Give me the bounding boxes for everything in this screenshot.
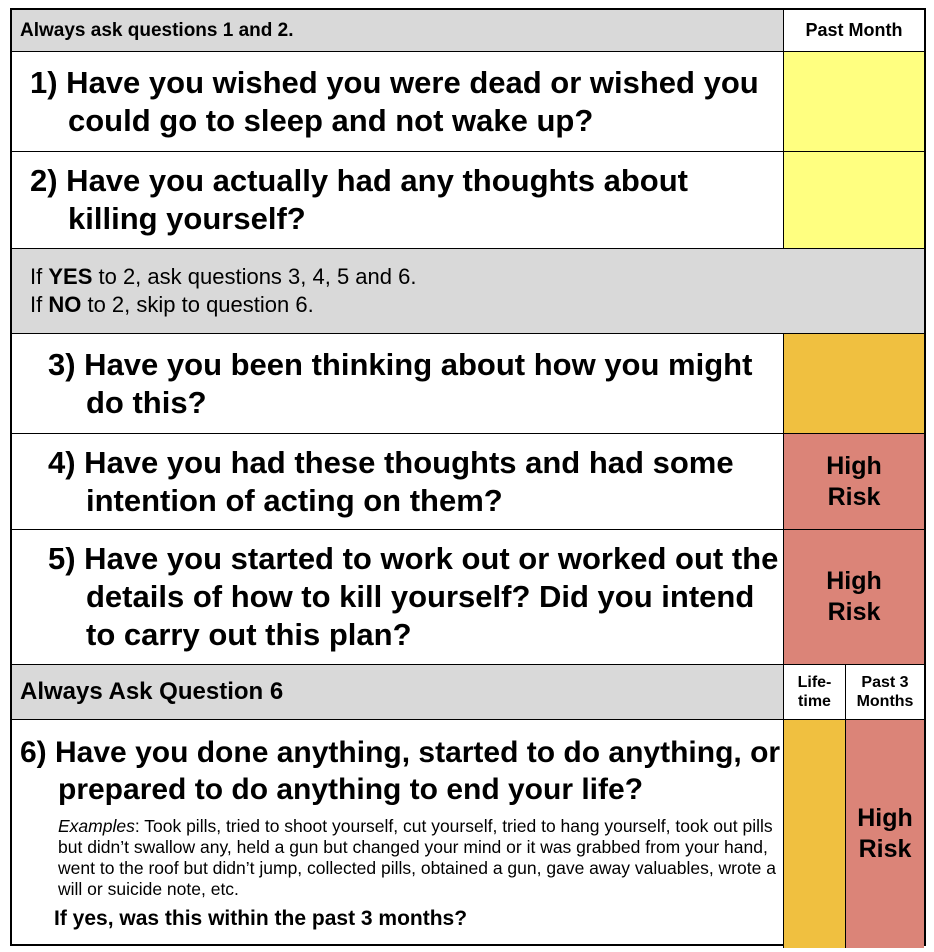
branch-yes-line: If YES to 2, ask questions 3, 4, 5 and 6. <box>30 264 417 289</box>
question-5 <box>12 530 784 665</box>
question-4 <box>12 434 784 530</box>
question-5-high-risk-cell[interactable] <box>784 530 924 665</box>
high-risk-label-risk: Risk <box>827 598 881 626</box>
screening-form <box>10 8 926 946</box>
high-risk-label-risk: Risk <box>827 482 881 511</box>
question-6-lifetime-cell[interactable] <box>784 720 846 948</box>
high-risk-label-high: High <box>826 451 882 480</box>
question-3 <box>12 334 784 434</box>
branch-instructions <box>12 249 924 334</box>
question-4-high-risk-cell[interactable] <box>784 434 924 530</box>
lifetime-header: Life- time <box>784 665 846 720</box>
question-1 <box>12 52 784 152</box>
question-6 <box>12 720 784 948</box>
high-risk-label-risk: Risk <box>858 835 912 863</box>
question-6-follow-up: If yes, was this within the past 3 months? <box>54 907 468 930</box>
question-6-text: 6) Have you done anything, started to do anything, or prepared to do anything to end your life? <box>20 736 781 806</box>
question-2 <box>12 152 784 249</box>
past-3-months-header: Past 3 Months <box>846 665 924 720</box>
question-6-past-3-months-high-risk-cell[interactable] <box>846 720 924 948</box>
question-1-text: 1) Have you wished you were dead or wished you could go to sleep and not wake up? <box>30 64 759 138</box>
question-4-text: 4) Have you had these thoughts and had some intention of acting on them? <box>48 444 734 518</box>
past-month-header: Past Month <box>784 10 924 52</box>
question-2-answer-cell[interactable] <box>784 152 924 249</box>
section-6-header: Always Ask Question 6 <box>12 665 784 720</box>
question-6-examples: Examples: Took pills, tried to shoot yourself, cut yourself, tried to hang yourself, took out pills but didn’t swallow any, held a gun but changed your mind or it was grabbed from your hand, went to the roof but didn’t jump, collected pills, obtained a gun, gave away valuables, wrote a will or suicide note, etc. <box>58 816 776 899</box>
header-instruction: Always ask questions 1 and 2. <box>12 10 784 52</box>
branch-no-line: If NO to 2, skip to question 6. <box>30 292 314 317</box>
question-1-answer-cell[interactable] <box>784 52 924 152</box>
question-3-text: 3) Have you been thinking about how you might do this? <box>48 346 753 420</box>
high-risk-label-high: High <box>857 804 913 832</box>
high-risk-label-high: High <box>826 567 882 595</box>
question-2-text: 2) Have you actually had any thoughts about killing yourself? <box>30 163 688 236</box>
question-5-text: 5) Have you started to work out or worked out the details of how to kill yourself? Did you intend to carry out this plan? <box>48 541 779 652</box>
question-3-answer-cell[interactable] <box>784 334 924 434</box>
